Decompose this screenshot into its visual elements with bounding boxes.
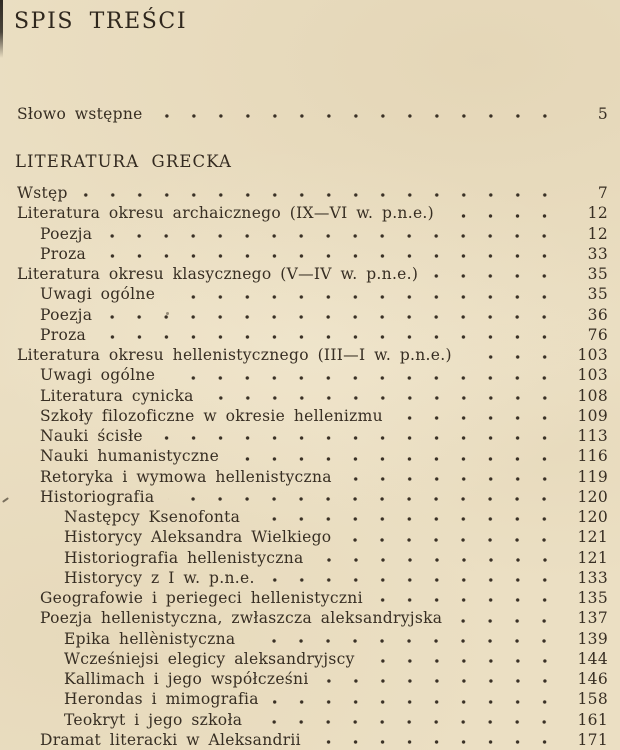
toc-entry-page: 33: [587, 244, 608, 263]
toc-entry-label: Teokryt i jego szkoła: [64, 710, 243, 729]
dot-leader: [169, 365, 558, 385]
toc-entry-page: 171: [577, 730, 608, 749]
dot-leader: [432, 264, 558, 284]
toc-entry-label: Następcy Ksenofonta: [64, 508, 241, 526]
toc-entry-page: 103: [577, 346, 608, 364]
toc-entry: [17, 669, 608, 689]
dot-leader: [169, 284, 558, 304]
dot-leader: [82, 183, 558, 203]
toc-entry-page: 120: [577, 508, 608, 526]
toc-entry-label: Proza: [40, 325, 87, 344]
toc-entry: [17, 548, 608, 568]
dot-leader: [273, 689, 558, 709]
toc-entry-page: 35: [587, 265, 608, 283]
toc-entry-label: Uwagi ogólne: [40, 285, 156, 304]
toc-entry-label: Literatura okresu archaicznego (IX—VI w. p.n.e.): [17, 204, 434, 223]
toc-entry-page: 133: [577, 568, 608, 587]
toc-entry-label: Historycy Aleksandra Wielkiego: [64, 528, 332, 547]
toc-entry: [17, 183, 608, 203]
toc-entry: [17, 284, 608, 304]
toc-entry: [17, 608, 608, 628]
toc-entry-page: 144: [577, 649, 608, 668]
dot-leader: [323, 669, 558, 689]
toc-entry: [17, 689, 608, 709]
dot-leader: [448, 203, 558, 223]
toc-entry-label: Nauki humanistyczne: [40, 447, 220, 466]
dot-leader: [100, 325, 558, 345]
dot-leader: [466, 345, 558, 365]
toc-entry-page: 7: [597, 184, 608, 202]
toc-entry: [17, 203, 608, 223]
toc-entry-page: 12: [587, 224, 608, 243]
toc-entry-label: Dramat literacki w Aleksandrii: [40, 730, 301, 749]
toc-entry-label: Historiografia: [40, 487, 155, 506]
toc-entry: [17, 244, 608, 264]
toc-entry-label: Poezja: [40, 224, 93, 243]
toc-entry: [17, 264, 608, 284]
toc-entry-label: Nauki ścisłe: [40, 427, 143, 445]
toc-entry-label: Historycy z I w. p.n.e.: [64, 568, 255, 587]
dot-leader: [249, 629, 558, 649]
toc-entry-label: Proza: [40, 244, 87, 263]
dot-leader: [106, 224, 558, 244]
dot-leader: [254, 507, 558, 527]
dot-leader: [377, 588, 558, 608]
toc-entry: [17, 710, 608, 730]
dot-leader: [456, 608, 558, 628]
dot-leader: [168, 487, 558, 507]
toc-entry: [17, 730, 608, 750]
dot-leader: [157, 426, 558, 446]
toc-entry: [17, 568, 608, 588]
toc-entry-label: Szkoły filozoficzne w okresie hellenizmu: [40, 406, 383, 425]
dot-leader: [345, 527, 558, 547]
toc-entry: [17, 487, 608, 507]
toc-entry-label: Literatura okresu hellenistycznego (III—I w. p.n.e.): [17, 346, 452, 364]
toc-entry: [17, 386, 608, 406]
toc-entry-label: Geografowie i periegeci hellenistyczni: [40, 589, 363, 607]
dot-leader: [208, 386, 558, 406]
toc-entry-page: 12: [587, 204, 608, 223]
toc-entry-label: Wcześniejsi elegicy aleksandryjscy: [64, 649, 355, 668]
dot-leader: [346, 467, 558, 487]
toc-entry: [17, 527, 608, 547]
toc-entry-page: 116: [577, 447, 608, 466]
toc-entry-label: Literatura okresu klasycznego (V—IV w. p.n.e.): [17, 265, 419, 283]
toc-entry-page: 113: [577, 427, 608, 445]
toc-entry-page: 103: [577, 366, 608, 385]
toc-entry-page: 121: [577, 548, 608, 567]
toc-entry-label: Słowo wstępne: [17, 105, 143, 123]
toc-entry-label: Poezja hellenistyczna, zwłaszcza aleksandryjska: [40, 609, 443, 628]
toc-entry-label: Historiografia hellenistyczna: [64, 548, 304, 567]
dot-leader: [233, 446, 558, 466]
toc-entry: [17, 104, 608, 124]
toc-entry-label: Herondas i mimografia: [64, 690, 259, 709]
toc-entry-page: 135: [577, 589, 608, 607]
dot-leader: [269, 568, 558, 588]
toc-entry-label: Retoryka i wymowa hellenistyczna: [40, 467, 332, 486]
toc-entry-page: 76: [587, 325, 608, 344]
toc-entry: [17, 426, 608, 446]
toc-entry-page: 137: [577, 609, 608, 628]
toc-entry: [17, 629, 608, 649]
toc-entry-label: Wstęp: [17, 184, 68, 202]
toc-entry: [17, 446, 608, 466]
toc-entry-page: 161: [577, 710, 608, 729]
dot-leader: [397, 406, 558, 426]
toc-entry-label: Literatura cynicka: [40, 386, 194, 405]
dot-leader: [315, 730, 558, 750]
dot-leader: [256, 710, 558, 730]
scan-artifact: [166, 312, 169, 315]
toc-entry-page: 109: [577, 406, 608, 425]
toc-entry: [17, 365, 608, 385]
toc-entry-label: Poezja: [40, 305, 93, 324]
toc-entry-page: 35: [587, 285, 608, 304]
toc-entry: [17, 406, 608, 426]
toc-entry: [17, 588, 608, 608]
toc-entry-page: 108: [577, 386, 608, 405]
toc-entry: [17, 345, 608, 365]
toc-entry: [17, 467, 608, 487]
toc-entry-page: 146: [577, 670, 608, 688]
toc-entries: [17, 183, 608, 750]
dot-leader: [369, 649, 558, 669]
dot-leader: [318, 548, 558, 568]
toc-entry-page: 120: [577, 487, 608, 506]
toc-entry: [17, 224, 608, 244]
toc-entry-page: 158: [577, 690, 608, 709]
section-heading: LITERATURA GRECKA: [15, 152, 233, 171]
dot-leader: [100, 244, 558, 264]
scan-artifact: [2, 497, 9, 503]
toc-entry: [17, 649, 608, 669]
toc-entry-page: 5: [597, 105, 608, 123]
toc-entry: [17, 507, 608, 527]
dot-leader: [157, 104, 558, 124]
toc-entry-page: 119: [577, 467, 608, 486]
page-title: SPIS TREŚCI: [14, 9, 188, 34]
toc-entry-page: 121: [577, 528, 608, 547]
toc-entry: [17, 325, 608, 345]
toc-entry: [17, 305, 608, 325]
toc-entry-label: Kallimach i jego współcześni: [64, 670, 309, 688]
toc-entry-label: Epika hellènistyczna: [64, 629, 236, 648]
toc-entry-page: 36: [587, 305, 608, 324]
dot-leader: [106, 305, 558, 325]
toc-entry-label: Uwagi ogólne: [40, 366, 156, 385]
toc-entry-page: 139: [577, 629, 608, 648]
